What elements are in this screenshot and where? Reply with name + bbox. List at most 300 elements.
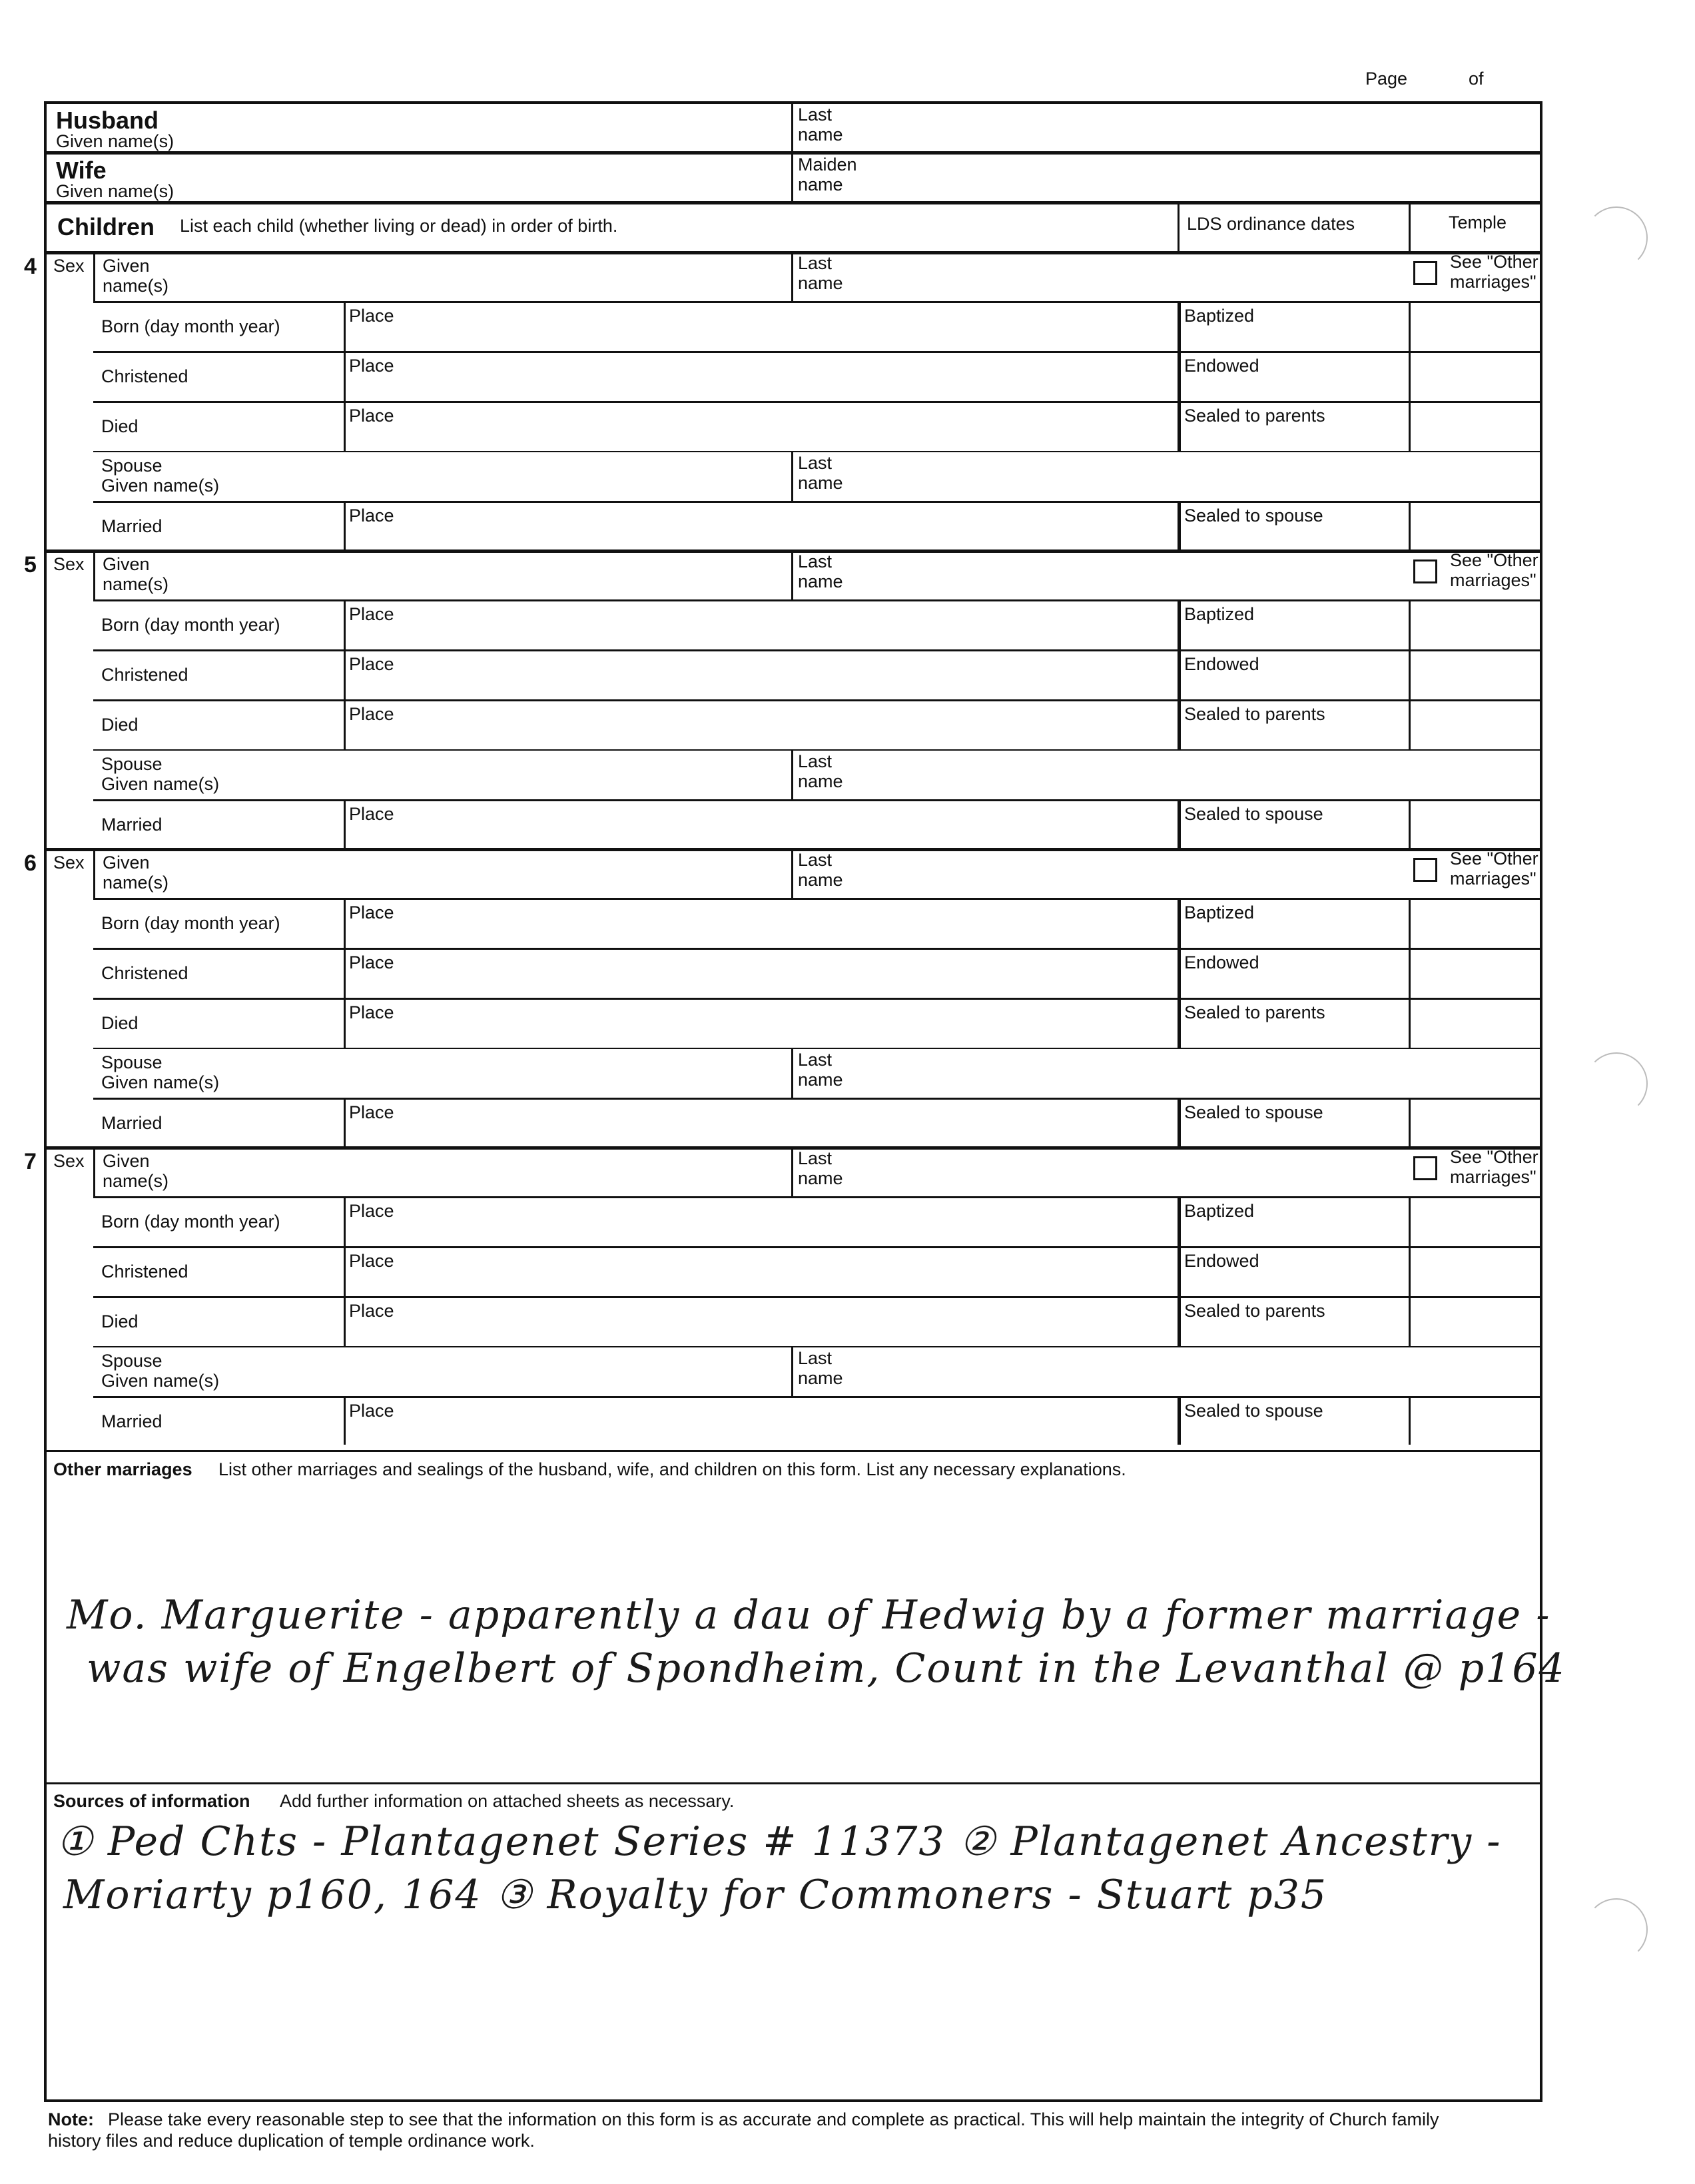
divider <box>1178 898 1181 948</box>
divider <box>93 1396 1542 1398</box>
child-7-baptized-date-input[interactable] <box>1184 1223 1402 1244</box>
divider <box>791 549 793 599</box>
divider <box>1178 1098 1181 1146</box>
husband-title: Husband <box>56 107 159 134</box>
child-4-see-other-label-2: marriages" <box>1450 272 1536 292</box>
child-4-see-other-label: See "Other <box>1450 252 1538 272</box>
temple-header: Temple <box>1449 212 1507 232</box>
divider <box>1409 201 1411 251</box>
divider <box>1178 948 1181 998</box>
wife-given-label: Given name(s) <box>56 181 174 201</box>
child-4-sealed-parents-date-input[interactable] <box>1184 428 1402 448</box>
punch-hole-mark <box>1585 1898 1648 1961</box>
divider <box>93 998 1542 1000</box>
child-4-sealed-parents-temple-input[interactable] <box>1413 405 1538 447</box>
child-6-given-input[interactable] <box>200 852 785 894</box>
child-7-married-date-input[interactable] <box>96 1399 341 1442</box>
child-5-died-place-label: Place <box>349 704 394 724</box>
child-7-see-other-label-2: marriages" <box>1450 1167 1536 1187</box>
child-4-number: 4 <box>24 254 37 279</box>
child-6-sealed-parents-temple-input[interactable] <box>1413 1002 1538 1044</box>
child-7-see-other-label: See "Other <box>1450 1147 1538 1167</box>
child-6-spouse-last-label-2: name <box>798 1070 843 1090</box>
child-6-spouse-last-input[interactable] <box>864 1052 1530 1094</box>
divider <box>344 998 346 1048</box>
other-marriages-handwriting-line-1: Mo. Marguerite - apparently a dau of Hedwig by a former marriage - <box>67 1592 1551 1638</box>
children-instructions: List each child (whether living or dead) in order of birth. <box>180 216 618 236</box>
child-7-endowed-label: Endowed <box>1184 1251 1259 1271</box>
divider <box>44 1146 1542 1150</box>
wife-maiden-label: Maiden <box>798 155 857 175</box>
child-7-spouse-last-input[interactable] <box>864 1350 1530 1392</box>
child-4-married-date-input[interactable] <box>96 504 341 547</box>
child-5-given-input[interactable] <box>200 553 785 595</box>
divider <box>344 948 346 998</box>
child-6-other-marriages-checkbox[interactable] <box>1413 858 1437 882</box>
child-7-died-place-input[interactable] <box>410 1300 1171 1343</box>
child-6-christened-label: Christened <box>101 963 188 983</box>
child-6-christened-place-label: Place <box>349 952 394 972</box>
divider <box>93 251 95 301</box>
child-4-died-label: Died <box>101 416 139 436</box>
divider <box>791 1048 793 1098</box>
child-4-given-label: Given <box>103 256 150 276</box>
child-4-endowed-date-input[interactable] <box>1184 378 1402 398</box>
child-7-spouse-given-label: Given name(s) <box>101 1371 220 1391</box>
child-7-born-date-input[interactable] <box>96 1199 341 1244</box>
child-6-born-place-input[interactable] <box>410 902 1171 945</box>
note-line-2: history files and reduce duplication of temple ordinance work. <box>48 2131 535 2151</box>
child-7-spouse-label: Spouse <box>101 1351 163 1371</box>
child-4-sex-input[interactable] <box>47 275 91 299</box>
divider <box>791 101 793 201</box>
divider <box>1178 799 1181 848</box>
child-7-christened-date-input[interactable] <box>96 1249 341 1293</box>
divider <box>791 251 793 301</box>
child-5-died-date-input[interactable] <box>96 702 341 747</box>
child-7-sealed-spouse-date-input[interactable] <box>1184 1423 1402 1442</box>
child-7-other-marriages-checkbox[interactable] <box>1413 1156 1437 1180</box>
child-5-endowed-date-input[interactable] <box>1184 676 1402 697</box>
divider <box>1409 998 1411 1048</box>
child-6-number: 6 <box>24 851 37 876</box>
divider <box>1409 401 1411 451</box>
child-4-died-place-input[interactable] <box>410 405 1171 448</box>
child-6-sex-label: Sex <box>53 853 85 873</box>
child-5-sealed-spouse-temple-input[interactable] <box>1413 803 1538 844</box>
child-4-baptized-temple-input[interactable] <box>1413 305 1538 347</box>
child-5-baptized-date-input[interactable] <box>1184 626 1402 647</box>
child-4-spouse-label: Spouse <box>101 456 163 476</box>
child-4-married-place-label: Place <box>349 506 394 526</box>
divider <box>1178 401 1181 451</box>
divider <box>93 301 1542 303</box>
child-6-baptized-date-input[interactable] <box>1184 924 1402 945</box>
child-5-spouse-label: Spouse <box>101 754 163 774</box>
divider <box>93 799 1542 801</box>
child-6-given-label: Given <box>103 853 150 873</box>
husband-given-label: Given name(s) <box>56 131 174 151</box>
child-7-endowed-temple-input[interactable] <box>1413 1250 1538 1292</box>
husband-last-label: Last <box>798 105 833 125</box>
divider <box>93 1346 1542 1347</box>
child-7-christened-label: Christened <box>101 1262 188 1281</box>
child-4-endowed-temple-input[interactable] <box>1413 355 1538 397</box>
divider <box>344 649 346 699</box>
lds-dates-header: LDS ordinance dates <box>1187 214 1355 234</box>
child-5-spouse-given-label: Given name(s) <box>101 774 220 794</box>
child-6-endowed-temple-input[interactable] <box>1413 952 1538 994</box>
divider <box>1178 599 1181 649</box>
divider <box>344 898 346 948</box>
child-5-sealed-spouse-date-input[interactable] <box>1184 826 1402 845</box>
divider <box>1178 649 1181 699</box>
child-7-christened-place-label: Place <box>349 1251 394 1271</box>
divider <box>344 1296 346 1346</box>
divider <box>344 301 346 351</box>
child-5-last-input[interactable] <box>864 553 1451 595</box>
child-7-born-label: Born (day month year) <box>101 1212 280 1232</box>
child-7-sex-label: Sex <box>53 1151 85 1171</box>
divider <box>93 1246 1542 1248</box>
divider <box>791 1346 793 1396</box>
child-6-christened-place-input[interactable] <box>410 952 1171 995</box>
child-4-sealed-spouse-date-input[interactable] <box>1184 528 1402 547</box>
child-6-given-label-2: name(s) <box>103 873 169 893</box>
child-7-spouse-given-input[interactable] <box>293 1350 785 1392</box>
child-5-died-label: Died <box>101 715 139 735</box>
divider <box>344 501 346 549</box>
child-4-died-date-input[interactable] <box>96 404 341 448</box>
other-marriages-handwriting-line-2: was wife of Engelbert of Spondheim, Count in the Levanthal @ p164 <box>87 1645 1566 1692</box>
wife-given-input[interactable] <box>280 155 786 199</box>
note-label: Note: <box>48 2109 94 2129</box>
divider <box>93 549 95 599</box>
divider <box>1409 1098 1411 1146</box>
child-4-born-place-label: Place <box>349 306 394 326</box>
child-4-spouse-last-input[interactable] <box>864 455 1530 497</box>
child-6-spouse-last-label: Last <box>798 1050 833 1070</box>
child-5-sex-input[interactable] <box>47 573 91 597</box>
sources-instructions: Add further information on attached sheets as necessary. <box>280 1791 735 1811</box>
child-6-sealed-spouse-temple-input[interactable] <box>1413 1102 1538 1142</box>
child-5-married-date-input[interactable] <box>96 802 341 845</box>
divider <box>1409 599 1411 649</box>
child-4-endowed-label: Endowed <box>1184 356 1259 376</box>
child-7-last-input[interactable] <box>864 1150 1451 1192</box>
child-7-sealed-spouse-temple-input[interactable] <box>1413 1400 1538 1441</box>
divider <box>1409 699 1411 749</box>
child-5-baptized-label: Baptized <box>1184 604 1255 624</box>
child-7-last-label: Last <box>798 1148 833 1168</box>
child-7-endowed-date-input[interactable] <box>1184 1273 1402 1293</box>
child-5-spouse-given-input[interactable] <box>293 753 785 795</box>
child-7-sex-input[interactable] <box>47 1170 91 1194</box>
divider <box>1409 501 1411 549</box>
child-6-born-label: Born (day month year) <box>101 913 280 933</box>
note-line-1: Please take every reasonable step to see that the information on this form is as accurate and complete as practical. This will help maintain the integrity of Church family <box>108 2109 1439 2129</box>
child-5-last-label: Last <box>798 551 833 571</box>
child-4-given-label-2: name(s) <box>103 276 169 296</box>
child-6-born-date-input[interactable] <box>96 901 341 945</box>
child-6-sealed-parents-label: Sealed to parents <box>1184 1002 1325 1022</box>
child-5-number: 5 <box>24 552 37 577</box>
divider <box>1178 201 1180 251</box>
divider <box>1178 301 1181 351</box>
child-5-born-place-input[interactable] <box>410 603 1171 647</box>
divider <box>93 1196 1542 1198</box>
child-4-born-label: Born (day month year) <box>101 316 280 336</box>
divider <box>791 451 793 501</box>
children-title: Children <box>57 213 155 240</box>
child-7-baptized-label: Baptized <box>1184 1201 1255 1221</box>
divider <box>1409 799 1411 848</box>
divider <box>1409 301 1411 351</box>
child-5-other-marriages-checkbox[interactable] <box>1413 559 1437 583</box>
child-4-spouse-last-label-2: name <box>798 473 843 493</box>
child-6-sealed-parents-date-input[interactable] <box>1184 1024 1402 1045</box>
divider <box>93 1098 1542 1100</box>
of-label: of <box>1469 69 1484 89</box>
divider <box>93 1296 1542 1298</box>
child-6-died-label: Died <box>101 1013 139 1033</box>
divider <box>1178 699 1181 749</box>
child-4-married-label: Married <box>101 516 163 536</box>
child-4-christened-place-input[interactable] <box>410 355 1171 398</box>
child-5-spouse-last-input[interactable] <box>864 753 1530 795</box>
child-4-sex-label: Sex <box>53 256 85 276</box>
child-5-baptized-temple-input[interactable] <box>1413 603 1538 645</box>
child-5-christened-place-label: Place <box>349 654 394 674</box>
child-4-sealed-spouse-temple-input[interactable] <box>1413 505 1538 546</box>
divider <box>93 649 1542 651</box>
divider <box>93 1048 1542 1049</box>
child-5-see-other-label: See "Other <box>1450 550 1538 570</box>
child-6-last-label-2: name <box>798 870 843 890</box>
divider <box>93 501 1542 503</box>
sources-handwriting-line-1: ① Ped Chts - Plantagenet Series # 11373 ② Plantagenet Ancestry - <box>57 1818 1502 1865</box>
child-6-endowed-label: Endowed <box>1184 952 1259 972</box>
other-marriages-title: Other marriages <box>53 1459 192 1479</box>
divider <box>791 1146 793 1196</box>
child-4-born-date-input[interactable] <box>96 304 341 348</box>
child-4-married-place-input[interactable] <box>410 505 1171 547</box>
child-4-christened-label: Christened <box>101 366 188 386</box>
child-4-sealed-spouse-label: Sealed to spouse <box>1184 506 1323 526</box>
wife-maiden-label-2: name <box>798 175 843 194</box>
divider <box>1178 1246 1181 1296</box>
child-7-christened-place-input[interactable] <box>410 1250 1171 1293</box>
child-6-sex-input[interactable] <box>47 872 91 896</box>
child-6-spouse-given-input[interactable] <box>293 1052 785 1094</box>
divider <box>1409 1196 1411 1246</box>
child-5-died-place-input[interactable] <box>410 703 1171 747</box>
punch-hole-mark <box>1585 206 1648 269</box>
child-6-last-label: Last <box>798 850 833 870</box>
divider <box>1409 649 1411 699</box>
child-4-other-marriages-checkbox[interactable] <box>1413 261 1437 285</box>
child-5-spouse-last-label-2: name <box>798 771 843 791</box>
divider <box>1178 1296 1181 1346</box>
child-7-sealed-parents-temple-input[interactable] <box>1413 1300 1538 1342</box>
child-5-sealed-parents-label: Sealed to parents <box>1184 704 1325 724</box>
child-5-married-label: Married <box>101 815 163 835</box>
child-5-born-place-label: Place <box>349 604 394 624</box>
divider <box>93 898 1542 900</box>
wife-maiden-input[interactable] <box>886 155 1532 199</box>
divider <box>1409 1246 1411 1296</box>
child-4-last-label: Last <box>798 253 833 273</box>
child-6-married-place-input[interactable] <box>410 1102 1171 1144</box>
child-7-sealed-parents-label: Sealed to parents <box>1184 1301 1325 1321</box>
divider <box>44 1450 1542 1452</box>
page-label: Page <box>1365 69 1408 89</box>
divider <box>93 401 1542 403</box>
child-5-endowed-label: Endowed <box>1184 654 1259 674</box>
child-5-married-place-label: Place <box>349 804 394 824</box>
child-6-spouse-label: Spouse <box>101 1052 163 1072</box>
child-4-died-place-label: Place <box>349 406 394 426</box>
child-6-married-date-input[interactable] <box>96 1100 341 1144</box>
divider <box>44 549 1542 553</box>
divider <box>1178 351 1181 401</box>
child-6-spouse-given-label: Given name(s) <box>101 1072 220 1092</box>
divider <box>93 1146 95 1196</box>
divider <box>1409 351 1411 401</box>
child-5-born-date-input[interactable] <box>96 602 341 647</box>
divider <box>93 699 1542 701</box>
child-5-see-other-label-2: marriages" <box>1450 570 1536 590</box>
divider <box>344 1396 346 1445</box>
child-7-number: 7 <box>24 1149 37 1174</box>
divider <box>1409 1296 1411 1346</box>
child-6-last-input[interactable] <box>864 852 1451 894</box>
child-6-see-other-label: See "Other <box>1450 849 1538 869</box>
sources-title: Sources of information <box>53 1791 250 1811</box>
divider <box>344 401 346 451</box>
divider <box>344 1098 346 1146</box>
child-5-spouse-last-label: Last <box>798 751 833 771</box>
child-4-christened-date-input[interactable] <box>96 354 341 398</box>
divider <box>93 599 1542 601</box>
wife-title: Wife <box>56 157 107 184</box>
child-5-married-place-input[interactable] <box>410 803 1171 845</box>
child-7-sealed-parents-date-input[interactable] <box>1184 1323 1402 1343</box>
divider <box>344 351 346 401</box>
divider <box>344 1196 346 1246</box>
divider <box>791 749 793 799</box>
child-6-married-label: Married <box>101 1113 163 1133</box>
child-7-last-label-2: name <box>798 1168 843 1188</box>
divider <box>1178 998 1181 1048</box>
divider <box>93 948 1542 950</box>
child-5-given-label-2: name(s) <box>103 574 169 594</box>
husband-given-input[interactable] <box>280 105 786 149</box>
divider <box>344 599 346 649</box>
child-6-baptized-label: Baptized <box>1184 903 1255 922</box>
child-4-spouse-given-label: Given name(s) <box>101 476 220 496</box>
child-5-given-label: Given <box>103 554 150 574</box>
child-6-baptized-temple-input[interactable] <box>1413 902 1538 944</box>
divider <box>44 251 1542 254</box>
child-4-spouse-last-label: Last <box>798 453 833 473</box>
child-6-endowed-date-input[interactable] <box>1184 974 1402 995</box>
divider <box>93 848 95 898</box>
child-6-born-place-label: Place <box>349 903 394 922</box>
divider <box>93 451 1542 452</box>
child-7-sealed-spouse-label: Sealed to spouse <box>1184 1401 1323 1421</box>
divider <box>791 848 793 898</box>
child-4-sealed-parents-label: Sealed to parents <box>1184 406 1325 426</box>
child-7-given-label-2: name(s) <box>103 1171 169 1191</box>
child-6-sealed-spouse-label: Sealed to spouse <box>1184 1102 1323 1122</box>
divider <box>1178 501 1181 549</box>
child-7-died-place-label: Place <box>349 1301 394 1321</box>
child-7-died-date-input[interactable] <box>96 1299 341 1343</box>
child-6-died-place-label: Place <box>349 1002 394 1022</box>
child-5-sealed-spouse-label: Sealed to spouse <box>1184 804 1323 824</box>
divider <box>44 1782 1542 1784</box>
husband-last-label-2: name <box>798 125 843 145</box>
divider <box>1178 1396 1181 1445</box>
child-7-spouse-last-label: Last <box>798 1348 833 1368</box>
child-5-sealed-parents-date-input[interactable] <box>1184 726 1402 747</box>
child-7-married-place-input[interactable] <box>410 1400 1171 1442</box>
divider <box>344 1246 346 1296</box>
child-7-spouse-last-label-2: name <box>798 1368 843 1388</box>
divider <box>1178 1196 1181 1246</box>
husband-last-input[interactable] <box>866 105 1532 149</box>
divider <box>44 848 1542 851</box>
child-7-married-label: Married <box>101 1411 163 1431</box>
child-5-endowed-temple-input[interactable] <box>1413 653 1538 695</box>
child-7-died-label: Died <box>101 1311 139 1331</box>
child-5-sealed-parents-temple-input[interactable] <box>1413 703 1538 745</box>
other-marriages-instructions: List other marriages and sealings of the husband, wife, and children on this form. List any necessary explanations. <box>218 1459 1126 1479</box>
child-7-given-label: Given <box>103 1151 150 1171</box>
child-4-christened-place-label: Place <box>349 356 394 376</box>
child-6-christened-date-input[interactable] <box>96 950 341 995</box>
child-5-christened-date-input[interactable] <box>96 652 341 697</box>
child-4-born-place-input[interactable] <box>410 305 1171 348</box>
divider <box>44 151 1542 155</box>
child-5-christened-label: Christened <box>101 665 188 685</box>
child-4-last-input[interactable] <box>864 255 1451 297</box>
child-7-born-place-input[interactable] <box>410 1200 1171 1244</box>
divider <box>344 699 346 749</box>
divider <box>344 799 346 848</box>
child-7-baptized-temple-input[interactable] <box>1413 1200 1538 1242</box>
divider <box>44 201 1542 204</box>
child-6-sealed-spouse-date-input[interactable] <box>1184 1124 1402 1144</box>
child-6-see-other-label-2: marriages" <box>1450 869 1536 889</box>
divider <box>1409 948 1411 998</box>
child-4-spouse-given-input[interactable] <box>293 455 785 497</box>
child-7-given-input[interactable] <box>200 1150 785 1192</box>
child-6-died-place-input[interactable] <box>410 1002 1171 1045</box>
divider <box>1409 1396 1411 1445</box>
child-6-died-date-input[interactable] <box>96 1000 341 1045</box>
child-4-given-input[interactable] <box>200 255 785 297</box>
child-7-married-place-label: Place <box>349 1401 394 1421</box>
child-4-baptized-date-input[interactable] <box>1184 328 1402 348</box>
child-5-christened-place-input[interactable] <box>410 653 1171 697</box>
child-5-born-label: Born (day month year) <box>101 615 280 635</box>
child-6-married-place-label: Place <box>349 1102 394 1122</box>
child-7-born-place-label: Place <box>349 1201 394 1221</box>
divider <box>1409 898 1411 948</box>
child-4-baptized-label: Baptized <box>1184 306 1255 326</box>
